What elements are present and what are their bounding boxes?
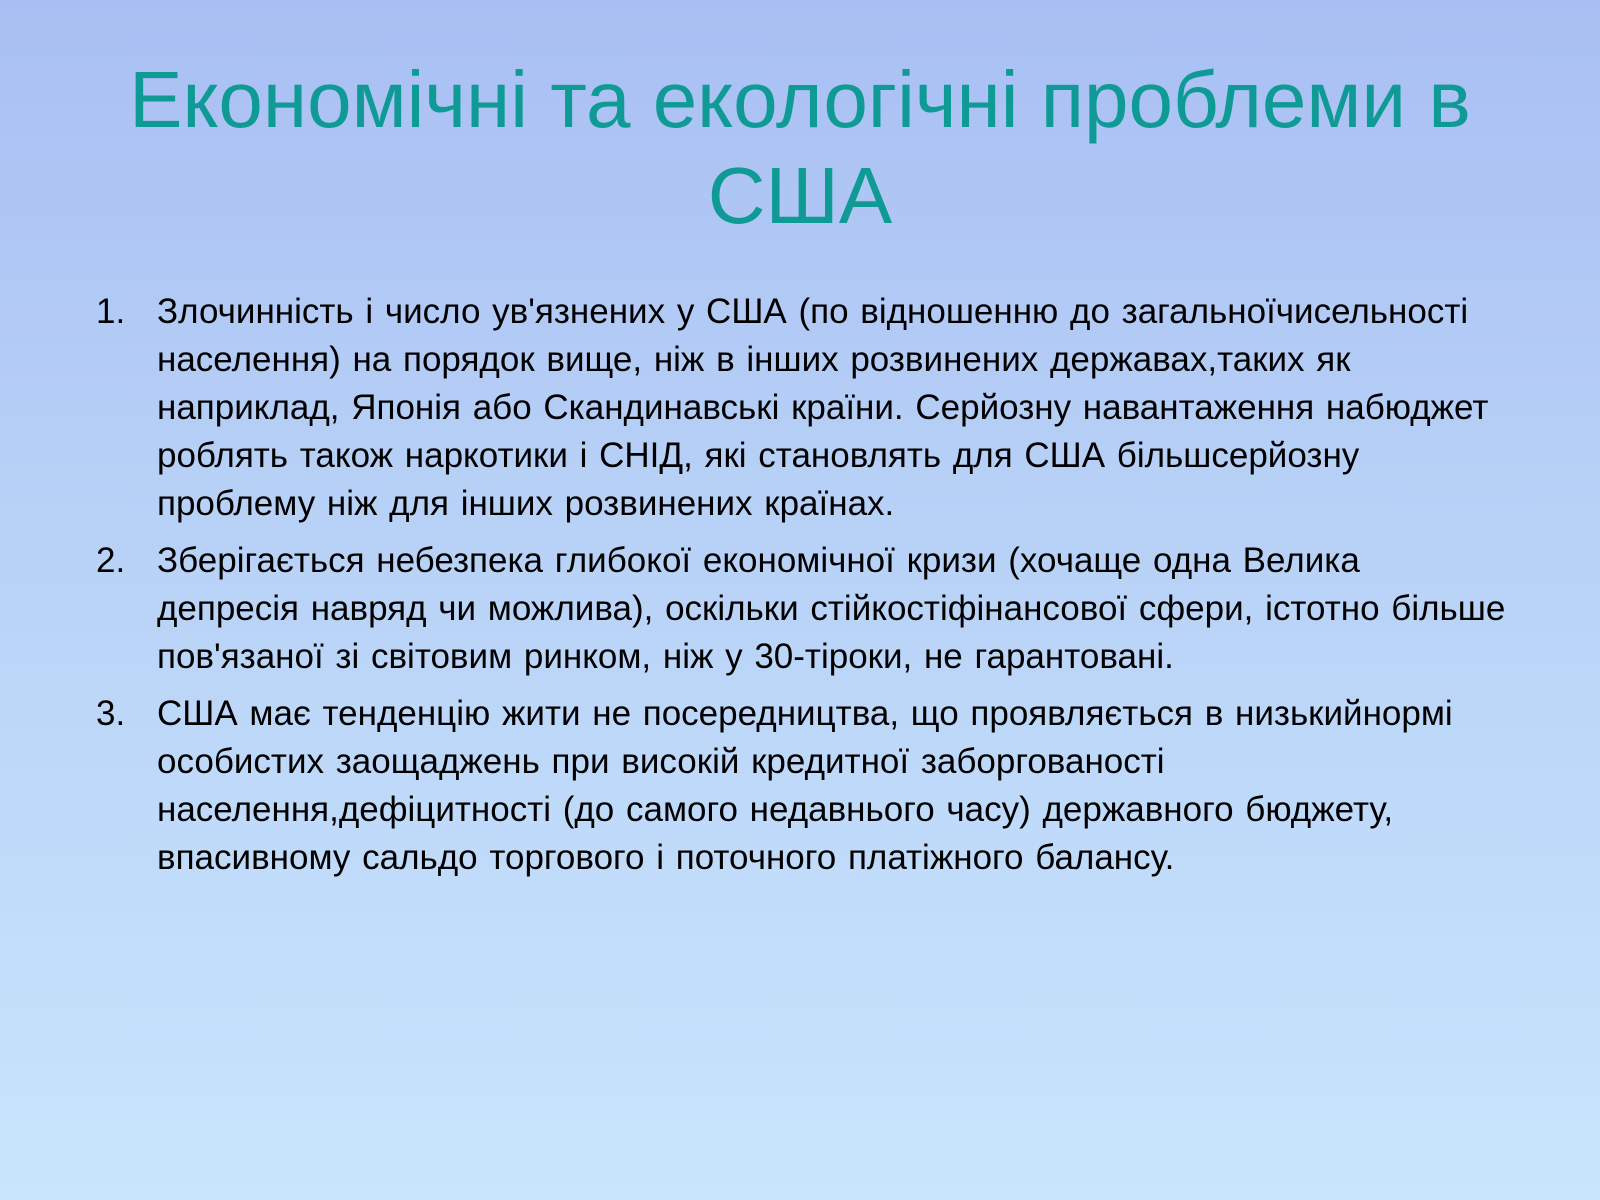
list-item [96,288,1506,528]
list-item [96,537,1506,681]
list-item [96,690,1506,882]
list-item-text: Зберігається небезпека глибокої економічної кризи (хочаще одна Велика депресія навряд чи можлива), оскільки стійкостіфінансової сфери, істотно більше пов'язаної зі світовим ринком, ніж у 30-тіроки, не гарантовані. [157,541,1506,676]
list-item-number: 2. [96,541,126,580]
list-item-number: 1. [96,292,126,331]
problem-list [96,288,1506,891]
slide-title-line-2: США [707,151,893,240]
list-item-number: 3. [96,694,126,733]
slide-title [80,52,1520,244]
slide-title-line-1: Економічні та екологічні проблеми в [129,55,1471,144]
list-item-text: Злочинність і число ув'язнених у США (по відношенню до загальноїчисельності населення) на порядок вище, ніж в інших розвинених державах,таких як наприклад, Японія або Скандинавські країни. Серйозну навантаження набюджет роблять також наркотики і СНІД, які становлять для США більшсерйозну проблему ніж для інших розвинених країнах. [157,292,1489,523]
list-item-text: США має тенденцію жити не посередництва, що проявляється в низькийнормі особистих заощаджень при високій кредитної заборгованості населення,дефіцитності (до самого недавнього часу) державного бюджету, впасивному сальдо торгового і поточного платіжного балансу. [157,694,1453,877]
